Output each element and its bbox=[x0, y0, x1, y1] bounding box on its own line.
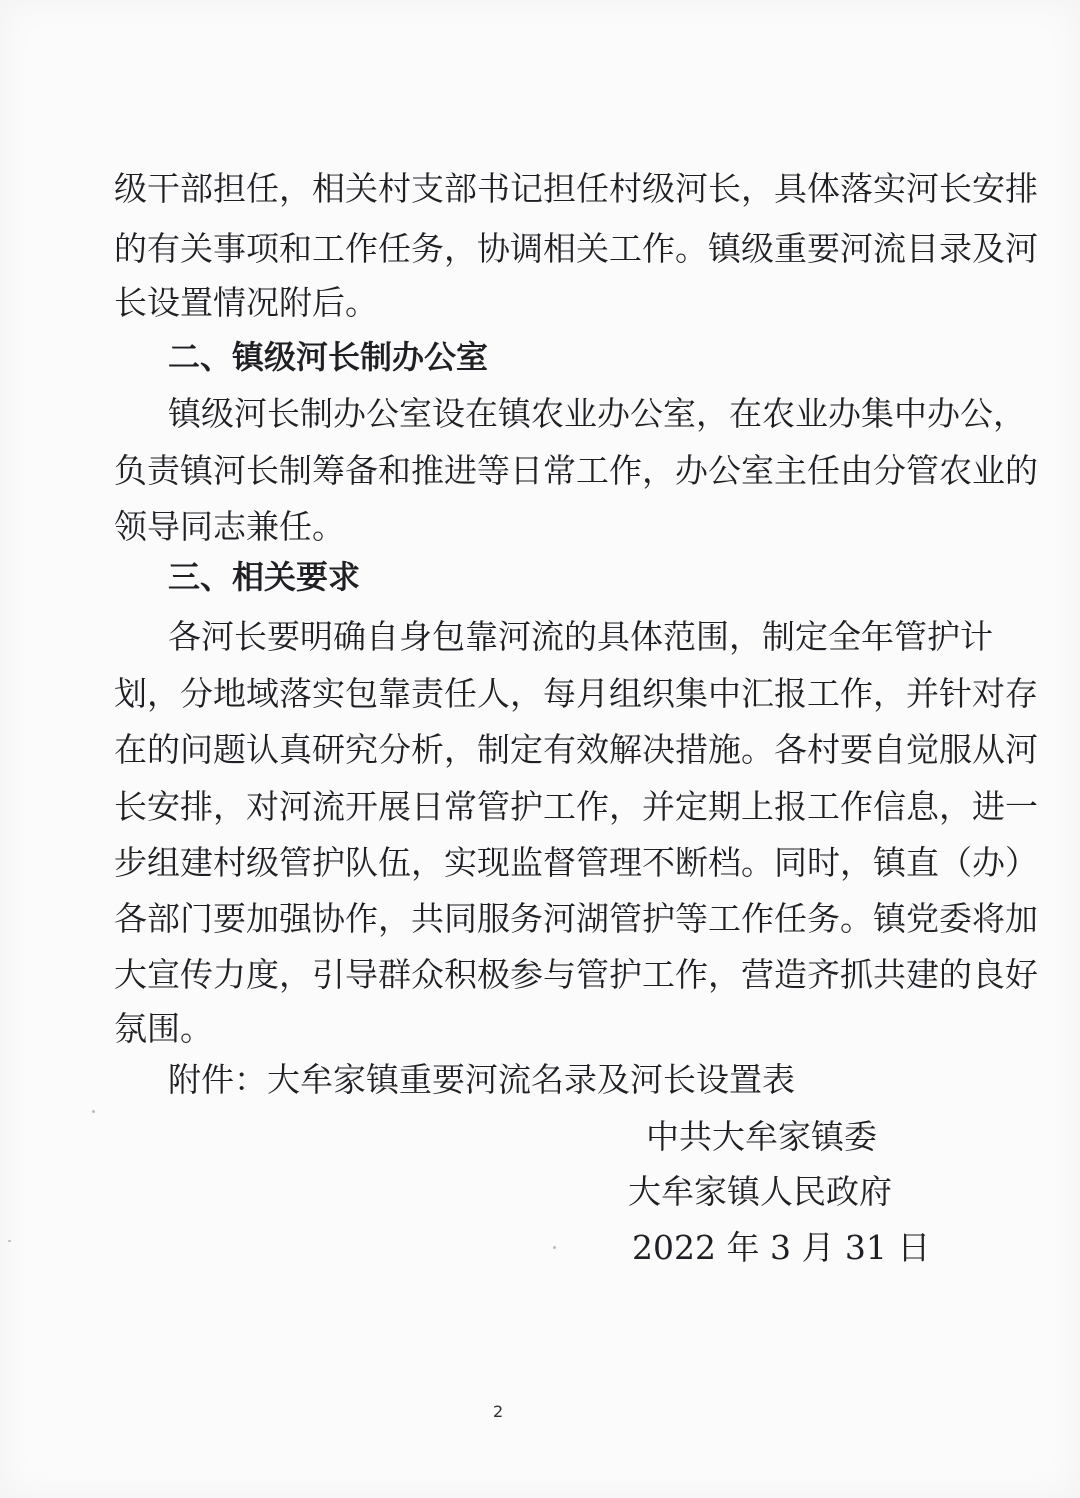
paragraph-line: 氛围。 bbox=[114, 1009, 213, 1048]
section-heading: 三、相关要求 bbox=[168, 558, 361, 596]
paragraph-line: 长安排，对河流开展日常管护工作，并定期上报工作信息，进一 bbox=[114, 787, 1038, 826]
scan-speck bbox=[553, 1246, 556, 1249]
paragraph-line: 长设置情况附后。 bbox=[114, 283, 378, 322]
attachment-note: 附件：大牟家镇重要河流名录及河长设置表 bbox=[168, 1060, 795, 1099]
paragraph-line: 划，分地域落实包靠责任人，每月组织集中汇报工作，并针对存 bbox=[114, 674, 1038, 713]
signature-date: 2022 年 3 月 31 日 bbox=[632, 1228, 931, 1267]
paragraph-line: 步组建村级管护队伍，实现监督管理不断档。同时，镇直（办） bbox=[114, 843, 1038, 882]
page-number: 2 bbox=[493, 1402, 504, 1421]
paragraph-line: 镇级河长制办公室设在镇农业办公室，在农业办集中办公， bbox=[168, 394, 1026, 433]
signature-org-committee: 中共大牟家镇委 bbox=[646, 1117, 877, 1156]
scan-speck bbox=[8, 1240, 11, 1242]
paragraph-line: 负责镇河长制筹备和推进等日常工作，办公室主任由分管农业的 bbox=[114, 451, 1038, 490]
paragraph-line: 的有关事项和工作任务，协调相关工作。镇级重要河流目录及河 bbox=[114, 229, 1038, 268]
paragraph-line: 领导同志兼任。 bbox=[114, 507, 345, 546]
scan-speck bbox=[92, 1110, 95, 1113]
paragraph-line: 大宣传力度，引导群众积极参与管护工作，营造齐抓共建的良好 bbox=[114, 955, 1038, 994]
signature-org-government: 大牟家镇人民政府 bbox=[628, 1172, 892, 1211]
paragraph-line: 各部门要加强协作，共同服务河湖管护等工作任务。镇党委将加 bbox=[114, 899, 1038, 938]
paragraph-line: 在的问题认真研究分析，制定有效解决措施。各村要自觉服从河 bbox=[114, 730, 1038, 769]
paragraph-line: 级干部担任，相关村支部书记担任村级河长，具体落实河长安排 bbox=[114, 169, 1038, 208]
section-heading: 二、镇级河长制办公室 bbox=[168, 338, 489, 376]
paragraph-line: 各河长要明确自身包靠河流的具体范围，制定全年管护计 bbox=[168, 617, 993, 656]
